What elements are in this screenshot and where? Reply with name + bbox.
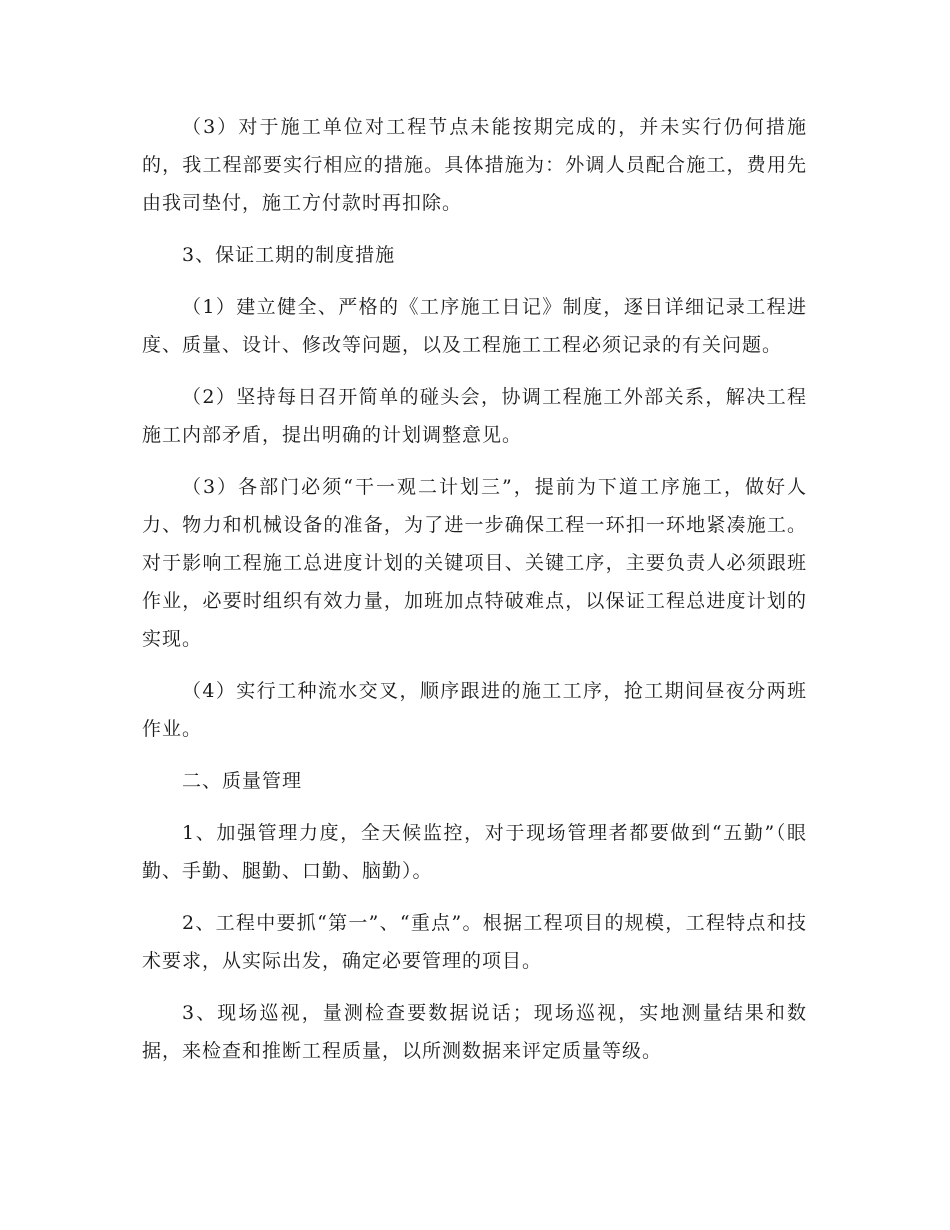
paragraph-quality-3: 3、现场巡视，量测检查要数据说话；现场巡视，实地测量结果和数据，来检查和推断工程质量，以所测数据来评定质量等级。	[142, 1002, 807, 1062]
paragraph-measures-3: （3）对于施工单位对工程节点未能按期完成的，并未实行仍何措施的，我工程部要实行相应的措施。具体措施为：外调人员配合施工，费用先由我司垫付，施工方付款时再扣除。	[142, 116, 807, 214]
section-heading-schedule-measures: 3、保证工期的制度措施	[182, 244, 396, 266]
paragraph-quality-1: 1、加强管理力度，全天候监控，对于现场管理者都要做到“五勤”（眼勤、手勤、腿勤、口勤、脑勤）。	[142, 822, 807, 882]
paragraph-schedule-2: （2）坚持每日召开简单的碰头会，协调工程施工外部关系，解决工程施工内部矛盾，提出明确的计划调整意见。	[142, 386, 807, 446]
paragraph-schedule-1: （1）建立健全、严格的《工序施工日记》制度，逐日详细记录工程进度、质量、设计、修改等问题，以及工程施工工程必须记录的有关问题。	[142, 296, 807, 356]
section-heading-quality-management: 二、质量管理	[182, 770, 303, 792]
paragraph-schedule-4: （4）实行工种流水交叉，顺序跟进的施工工序，抢工期间昼夜分两班作业。	[142, 680, 807, 740]
paragraph-schedule-3: （3）各部门必须“干一观二计划三”，提前为下道工序施工，做好人力、物力和机械设备的准备，为了进一步确保工程一环扣一环地紧凑施工。对于影响工程施工总进度计划的关键项目、关键工序，主要负责人必须跟班作业，必要时组织有效力量，加班加点特破难点，以保证工程总进度计划的实现。	[142, 476, 807, 650]
document-body	[142, 108, 807, 1084]
paragraph-quality-2: 2、工程中要抓“第一”、“重点”。根据工程项目的规模，工程特点和技术要求，从实际出发，确定必要管理的项目。	[142, 912, 807, 972]
